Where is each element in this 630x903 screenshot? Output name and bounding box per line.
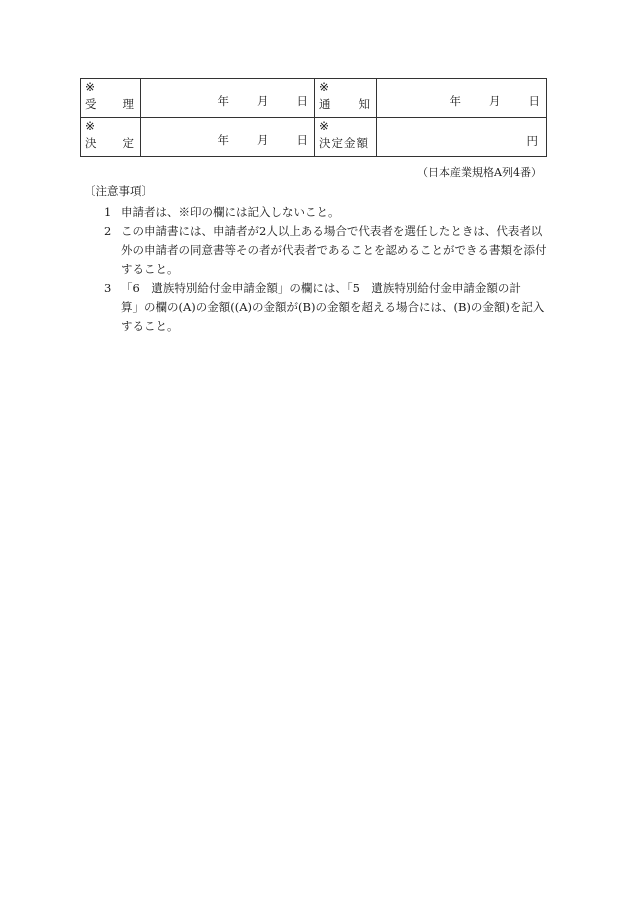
decision-amount-label: 決定金額 <box>319 136 369 150</box>
decision-date: 年 月 日 <box>217 133 308 147</box>
decision-amount-cell <box>377 118 547 157</box>
notification-label: 通 知 <box>319 97 370 111</box>
yen-unit: 円 <box>526 134 538 148</box>
note-number: 1 <box>104 205 112 219</box>
notification-date-cell <box>377 79 547 118</box>
reception-date: 年 月 日 <box>217 94 308 108</box>
note-item <box>104 279 550 336</box>
note-number: 3 <box>104 281 112 295</box>
reception-date-cell <box>141 79 315 118</box>
note-number: 2 <box>104 224 112 238</box>
reference-mark: ※ <box>319 80 330 94</box>
reference-mark: ※ <box>85 119 96 133</box>
decision-amount-label-cell <box>315 118 377 157</box>
reception-label: 受 理 <box>85 97 134 111</box>
reception-label-cell <box>81 79 141 118</box>
note-item <box>104 222 550 279</box>
decision-date-cell <box>141 118 315 157</box>
decision-row <box>81 118 547 157</box>
reference-mark: ※ <box>319 119 330 133</box>
reception-table <box>80 78 547 157</box>
paper-size-note: （日本産業規格A列4番） <box>417 166 542 179</box>
notification-date: 年 月 日 <box>449 94 540 108</box>
notes-header: 〔注意事項〕 <box>84 184 153 198</box>
note-text: 「6 遺族特別給付金申請金額」の欄には、「5 遺族特別給付金申請金額の計 算」の欄の(A)の金額((A)の金額が(B)の金額を超える場合には、(B)の金額)を記入 すること。 <box>121 281 545 333</box>
note-text: 申請者は、※印の欄には記入しないこと。 <box>121 205 340 219</box>
reference-mark: ※ <box>85 80 96 94</box>
note-text: この申請書には、申請者が2人以上ある場合で代表者を選任したときは、代表者以 外の申請者の同意書等その者が代表者であることを認めることができる書類を添付 すること。 <box>121 224 547 276</box>
note-item <box>104 203 550 222</box>
decision-label: 決 定 <box>85 136 134 150</box>
decision-label-cell <box>81 118 141 157</box>
reception-row <box>81 79 547 118</box>
notification-label-cell <box>315 79 377 118</box>
